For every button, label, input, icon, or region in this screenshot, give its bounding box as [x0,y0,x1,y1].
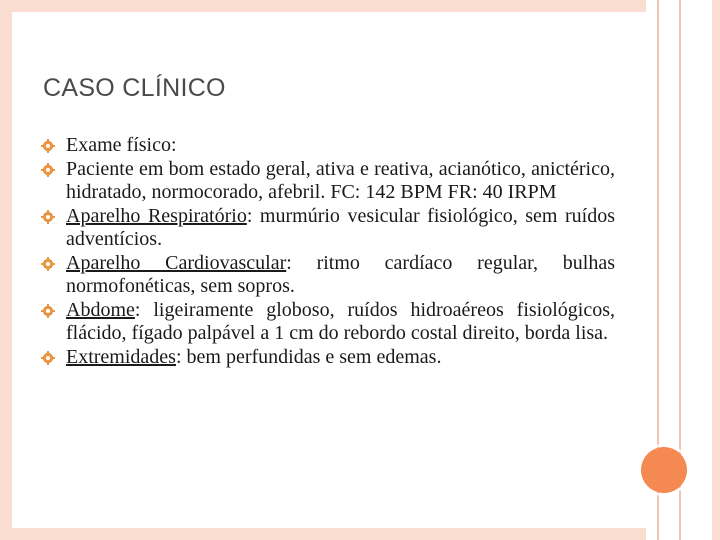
slide-title: CASO CLÍNICO [43,74,226,102]
list-item [40,205,615,252]
orange-circle-icon [641,447,687,493]
list-item [40,346,615,370]
gear-bullet-icon [41,351,55,365]
bullet-term: Aparelho Cardiovascular [66,251,287,274]
frame-right-border [712,0,720,540]
gear-bullet-icon [41,257,55,271]
list-item [40,158,615,205]
frame-top-border [0,0,720,12]
gear-bullet-icon [41,304,55,318]
frame-left-border [0,0,12,540]
gear-bullet-icon [41,163,55,177]
frame-bottom-border [0,528,720,540]
bullet-term: Aparelho Respiratório [66,204,247,227]
list-item [40,299,615,346]
bullet-text: Exame físico: [66,134,177,156]
gear-bullet-icon [41,210,55,224]
bullet-text: : ritmo cardíaco regular, bulhas normofonéticas, sem sopros. [66,251,615,297]
bullet-text: : murmúrio vesicular fisiológico, sem ruídos adventícios. [66,204,616,250]
bullet-term: Abdome [66,298,135,321]
bullet-text: : bem perfundidas e sem edemas. [175,345,442,368]
list-item [40,252,615,299]
bullet-text: : ligeiramente globoso, ruídos hidroaéreos fisiológicos, flácido, fígado palpável a 1 cm do rebordo costal direito, borda lisa. [66,298,615,344]
list-item [40,134,615,158]
bullet-text: Paciente em bom estado geral, ativa e reativa, acianótico, anictérico, hidratado, normocorado, afebril. FC: 142 BPM FR: 40 IRPM [66,157,615,203]
bullet-term: Extremidades [66,345,176,368]
gear-bullet-icon [41,139,55,153]
bullet-list [40,134,615,369]
